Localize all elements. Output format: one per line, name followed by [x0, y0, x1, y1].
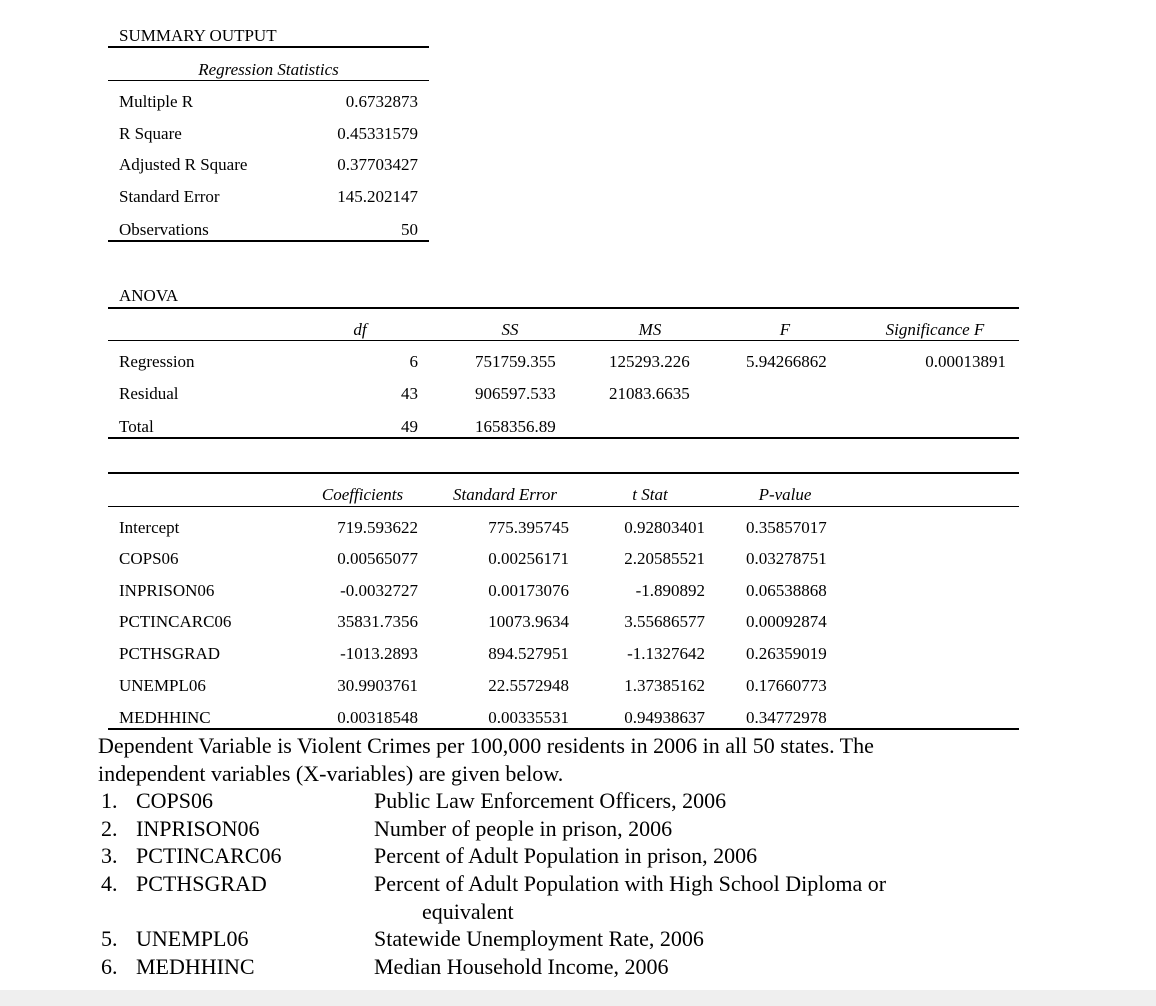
coef-t-stat: -1.1327642	[627, 644, 705, 663]
divider	[108, 46, 429, 48]
coef-row-label: INPRISON06	[119, 581, 215, 600]
variable-description: Statewide Unemployment Rate, 2006	[374, 926, 704, 951]
variable-name: PCTINCARC06	[136, 843, 282, 868]
stat-value: 50	[401, 220, 418, 239]
variable-description: Median Household Income, 2006	[374, 954, 669, 979]
list-number: 2.	[101, 816, 118, 841]
coef-t-stat: 2.20585521	[624, 549, 705, 568]
divider	[108, 80, 429, 81]
anova-ss: 751759.355	[475, 352, 556, 371]
coef-row-label: UNEMPL06	[119, 676, 206, 695]
anova-header-f: F	[779, 320, 791, 339]
anova-ss: 906597.533	[475, 384, 556, 403]
divider	[108, 307, 1019, 309]
divider	[108, 506, 1019, 507]
coef-se: 10073.9634	[488, 612, 569, 631]
variable-description: Number of people in prison, 2006	[374, 816, 673, 841]
summary-title: SUMMARY OUTPUT	[119, 26, 277, 45]
stat-label: R Square	[119, 124, 182, 143]
anova-header-significance-f: Significance F	[885, 320, 985, 339]
coef-t-stat: 1.37385162	[624, 676, 705, 695]
list-number: 5.	[101, 926, 118, 951]
coef-row-label: Intercept	[119, 518, 180, 537]
coef-row-label: PCTINCARC06	[119, 612, 232, 631]
anova-f: 5.94266862	[746, 352, 827, 371]
variable-description: Percent of Adult Population in prison, 2006	[374, 843, 758, 868]
coef-t-stat: -1.890892	[635, 581, 705, 600]
anova-ms: 125293.226	[609, 352, 690, 371]
stat-label: Standard Error	[119, 187, 220, 206]
coef-value: 35831.7356	[337, 612, 418, 631]
variable-description-continued: equivalent	[422, 899, 514, 924]
anova-df: 6	[409, 352, 418, 371]
list-number: 4.	[101, 871, 118, 896]
anova-row-label: Total	[119, 417, 154, 436]
list-number: 6.	[101, 954, 118, 979]
anova-ss: 1658356.89	[475, 417, 556, 436]
stat-value: 145.202147	[337, 187, 418, 206]
anova-header-ss: SS	[501, 320, 519, 339]
divider	[108, 340, 1019, 341]
anova-df: 49	[401, 417, 418, 436]
coef-header-standard-error: Standard Error	[452, 485, 558, 504]
coef-header-p-value: P-value	[758, 485, 812, 504]
coef-header-coefficients: Coefficients	[321, 485, 404, 504]
stat-label: Multiple R	[119, 92, 194, 111]
coef-p-value: 0.03278751	[746, 549, 827, 568]
anova-ms: 21083.6635	[609, 384, 690, 403]
variable-name: PCTHSGRAD	[136, 871, 267, 896]
variable-name: UNEMPL06	[136, 926, 249, 951]
divider	[108, 728, 1019, 730]
coef-se: 894.527951	[488, 644, 569, 663]
coef-t-stat: 0.94938637	[624, 708, 705, 727]
stat-value: 0.6732873	[345, 92, 418, 111]
coef-se: 0.00173076	[488, 581, 569, 600]
coef-p-value: 0.00092874	[746, 612, 827, 631]
stat-value: 0.37703427	[337, 155, 418, 174]
anova-significance-f: 0.00013891	[925, 352, 1006, 371]
coef-se: 0.00335531	[488, 708, 569, 727]
variable-name: MEDHHINC	[136, 954, 255, 979]
stat-label: Adjusted R Square	[119, 155, 248, 174]
divider	[108, 437, 1019, 439]
coef-row-label: COPS06	[119, 549, 179, 568]
coef-se: 775.395745	[488, 518, 569, 537]
coef-value: 719.593622	[337, 518, 418, 537]
coef-p-value: 0.17660773	[746, 676, 827, 695]
coef-t-stat: 3.55686577	[624, 612, 705, 631]
coef-p-value: 0.35857017	[746, 518, 827, 537]
regression-stats-header: Regression Statistics	[198, 60, 339, 79]
variable-name: INPRISON06	[136, 816, 260, 841]
independent-variables-note: independent variables (X-variables) are given below.	[98, 761, 564, 786]
variable-name: COPS06	[136, 788, 214, 813]
anova-df: 43	[401, 384, 418, 403]
page-edge	[0, 990, 1156, 1006]
divider	[108, 472, 1019, 474]
stat-value: 0.45331579	[337, 124, 418, 143]
anova-row-label: Residual	[119, 384, 179, 403]
dependent-variable-note: Dependent Variable is Violent Crimes per 100,000 residents in 2006 in all 50 states. The	[98, 733, 874, 758]
list-number: 3.	[101, 843, 118, 868]
coef-header-t-stat: t Stat	[632, 485, 668, 504]
coef-value: -1013.2893	[340, 644, 418, 663]
variable-description: Percent of Adult Population with High School Diploma or	[374, 871, 887, 896]
coef-se: 0.00256171	[488, 549, 569, 568]
coef-p-value: 0.34772978	[746, 708, 827, 727]
coef-value: 30.9903761	[337, 676, 418, 695]
divider	[108, 240, 429, 242]
coef-row-label: PCTHSGRAD	[119, 644, 221, 663]
coef-p-value: 0.26359019	[746, 644, 827, 663]
anova-header-ms: MS	[638, 320, 662, 339]
anova-row-label: Regression	[119, 352, 195, 371]
coef-value: -0.0032727	[340, 581, 418, 600]
variable-description: Public Law Enforcement Officers, 2006	[374, 788, 727, 813]
coef-p-value: 0.06538868	[746, 581, 827, 600]
anova-header-df: df	[353, 320, 367, 339]
coef-row-label: MEDHHINC	[119, 708, 211, 727]
coef-value: 0.00565077	[337, 549, 418, 568]
coef-se: 22.5572948	[488, 676, 569, 695]
list-number: 1.	[101, 788, 118, 813]
stat-label: Observations	[119, 220, 209, 239]
coef-t-stat: 0.92803401	[624, 518, 705, 537]
anova-title: ANOVA	[119, 286, 179, 305]
coef-value: 0.00318548	[337, 708, 418, 727]
